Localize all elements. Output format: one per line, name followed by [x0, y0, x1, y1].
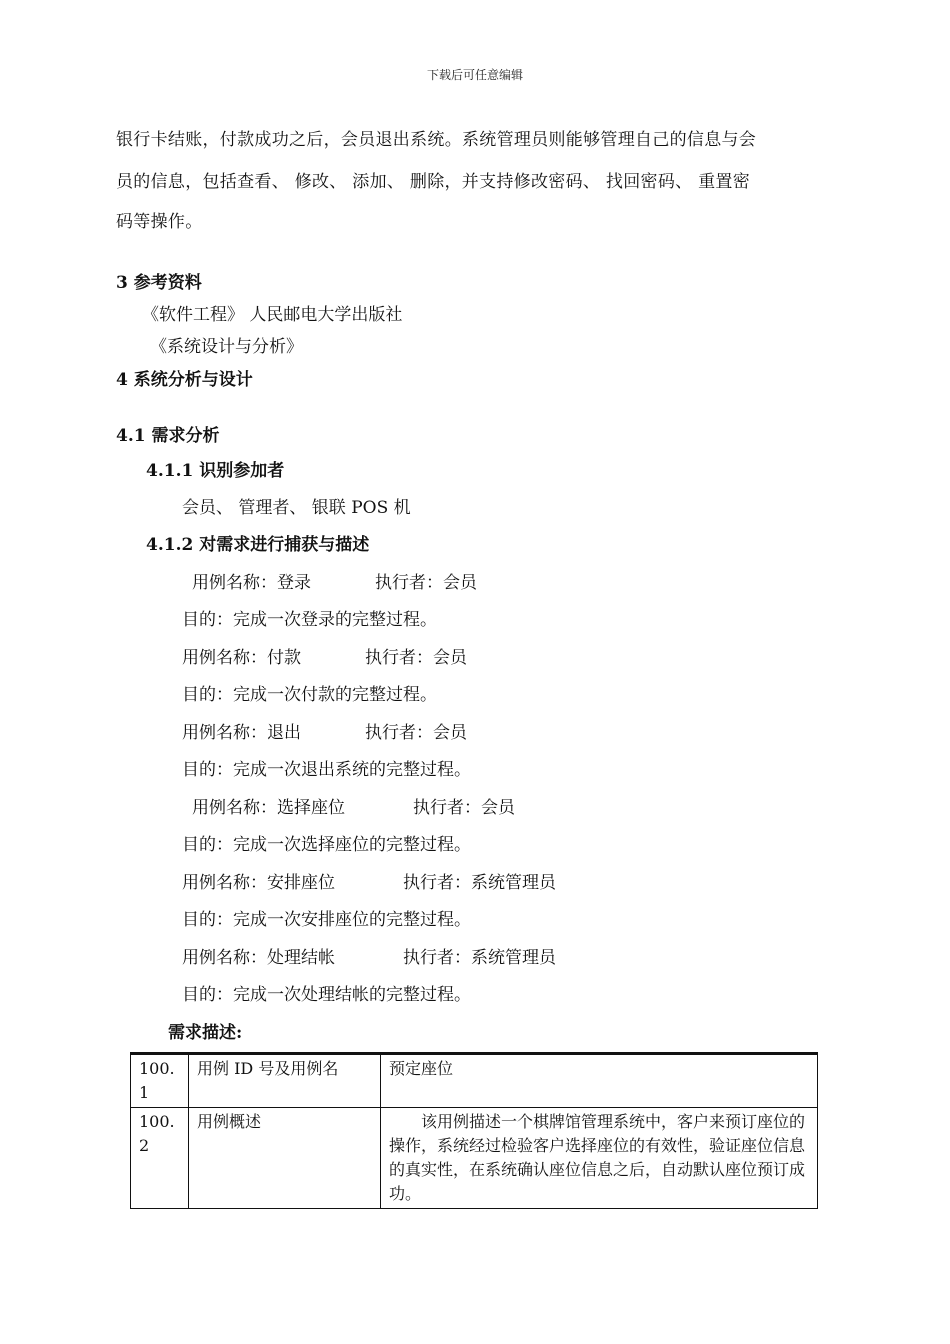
use-case-name: 用例名称：登录	[192, 573, 311, 593]
section-4-1-1-heading: 4.1.1 识别参加者	[146, 461, 285, 481]
row-field: 用例 ID 号及用例名	[189, 1054, 381, 1108]
use-case-actor: 执行者：会员	[375, 573, 477, 593]
use-case-name: 用例名称：退出	[182, 723, 301, 743]
row-id: 100. 2	[131, 1108, 189, 1209]
section-4-1-2-heading: 4.1.2 对需求进行捕获与描述	[146, 535, 370, 555]
use-case-actor: 执行者：会员	[413, 798, 515, 818]
use-case-purpose: 目的：完成一次安排座位的完整过程。	[182, 910, 471, 930]
table-row	[131, 1108, 818, 1209]
use-case-actor: 执行者：系统管理员	[403, 948, 556, 968]
use-case-name: 用例名称：选择座位	[192, 798, 345, 818]
section-3-heading: 3 参考资料	[116, 273, 202, 293]
table-row	[131, 1054, 818, 1108]
use-case-purpose: 目的：完成一次付款的完整过程。	[182, 685, 437, 705]
page-header: 下载后可任意编辑	[426, 68, 523, 82]
section-4-1-heading: 4.1 需求分析	[116, 426, 220, 446]
use-case-name: 用例名称：处理结帐	[182, 948, 335, 968]
row-field: 用例概述	[189, 1108, 381, 1209]
section-4-heading: 4 系统分析与设计	[116, 370, 253, 390]
use-case-purpose: 目的：完成一次选择座位的完整过程。	[182, 835, 471, 855]
intro-line-1: 银行卡结账，付款成功之后，会员退出系统。系统管理员则能够管理自己的信息与会	[116, 130, 757, 150]
intro-line-3: 码等操作。	[116, 212, 203, 232]
use-case-name: 用例名称：安排座位	[182, 873, 335, 893]
use-case-purpose: 目的：完成一次退出系统的完整过程。	[182, 760, 471, 780]
row-id: 100. 1	[131, 1054, 189, 1108]
reference-1: 《软件工程》 人民邮电大学出版社	[142, 305, 403, 325]
use-case-actor: 执行者：会员	[365, 648, 467, 668]
row-value: 该用例描述一个棋牌馆管理系统中，客户来预订座位的操作，系统经过检验客户选择座位的有效性，验证座位信息的真实性，在系统确认座位信息之后，自动默认座位预订成功。	[381, 1108, 818, 1209]
reference-2: 《系统设计与分析》	[150, 337, 303, 357]
requirements-table	[130, 1052, 818, 1209]
use-case-purpose: 目的：完成一次处理结帐的完整过程。	[182, 985, 471, 1005]
actors-list: 会员、 管理者、 银联 POS 机	[182, 498, 411, 518]
row-value: 预定座位	[381, 1054, 818, 1108]
use-case-actor: 执行者：系统管理员	[403, 873, 556, 893]
intro-line-2: 员的信息，包括查看、 修改、 添加、 删除，并支持修改密码、 找回密码、 重置密	[116, 172, 751, 192]
use-case-purpose: 目的：完成一次登录的完整过程。	[182, 610, 437, 630]
requirements-description-label: 需求描述:	[168, 1023, 243, 1043]
use-case-actor: 执行者：会员	[365, 723, 467, 743]
use-case-name: 用例名称：付款	[182, 648, 301, 668]
